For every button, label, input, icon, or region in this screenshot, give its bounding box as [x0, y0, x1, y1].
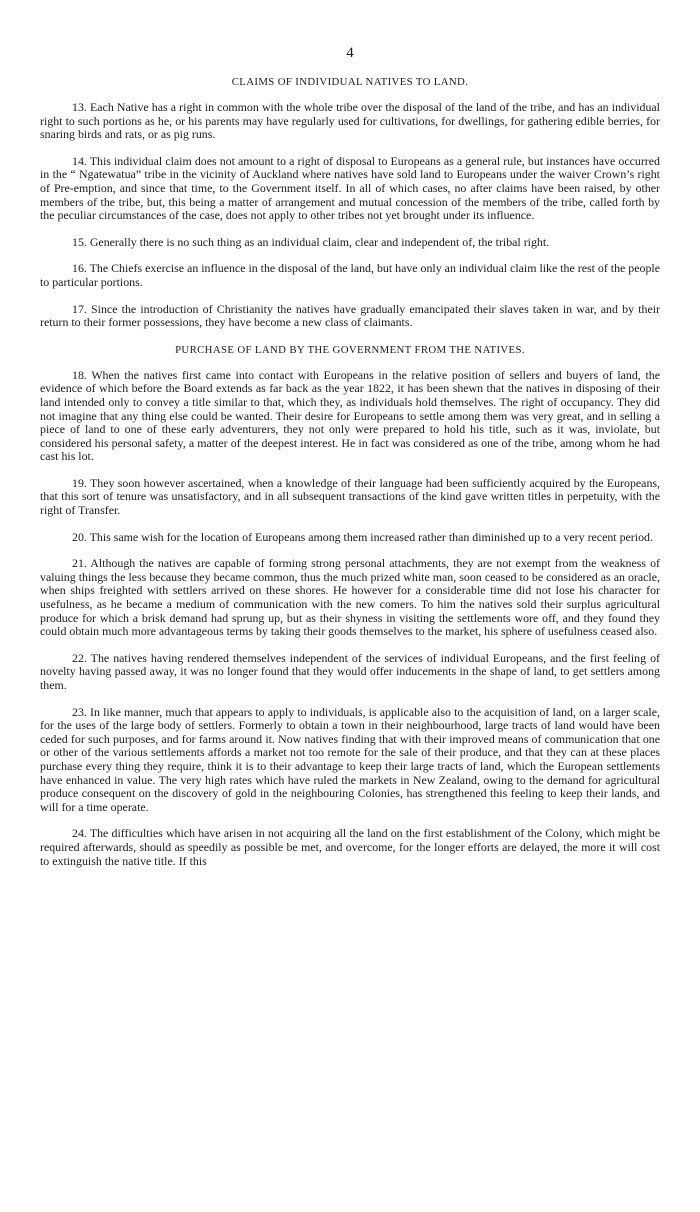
paragraph-20: 20. This same wish for the location of Europeans among them increased rather than diminished up to a very recent period. [72, 529, 653, 544]
section-claims-of-individual-natives [40, 75, 660, 330]
paragraph-21: 21. Although the natives are capable of forming strong personal attachments, they are not exempt from the weakness of valuing things the less because they became common, thus the much prized white man, soon ceased to be considered as an oracle, when ships freighted with settlers arrived on these shores. He however for a considerable time did not lose his character for usefulness, as he became a medium of communication with the new comers. To him the natives sold their surplus agricultural produce for which a brisk demand had sprung up, but as their shyness in visiting the settlements wore off, and they found they could obtain much more advantageous terms by taking their goods themselves to the market, his sphere of usefulness ceased also. [40, 556, 660, 639]
paragraph-17: 17. Since the introduction of Christianity the natives have gradually emancipated their slaves taken in war, and by their return to their former possessions, they have become a new class of claimants. [40, 301, 660, 330]
paragraph-15: 15. Generally there is no such thing as an individual claim, clear and independent of, the tribal right. [72, 234, 550, 249]
paragraph-16: 16. The Chiefs exercise an influence in the disposal of the land, but have only an individual claim like the rest of the people to particular portions. [40, 261, 660, 289]
section-purchase-of-land [40, 343, 660, 868]
paragraph-24: 24. The difficulties which have arisen in not acquiring all the land on the first establishment of the Colony, which might be required afterwards, should as speedily as possible be met, and overcome, for the longer efforts are delayed, the more it will cost to extinguish the native title. If this [40, 826, 660, 868]
page-number: 4 [346, 45, 354, 61]
paragraph-14: 14. This individual claim does not amount to a right of disposal to Europeans as a general rule, but instances have occurred in the “ Ngatewatua” tribe in the vicinity of Auckland where natives have sold land to Europeans under the waiver Crown’s right of Pre-emption, and since that time, to the Government itself. In all of which cases, no after claims have been raised, by other members of the tribe, but, this being a matter of arrangement and mutual concession of the members of the tribe, called forth by the peculiar circumstances of the case, does not apply to other tribes not yet brought under its influence. [40, 153, 660, 223]
paragraph-23: 23. In like manner, much that appears to apply to individuals, is applicable also to the acquisition of land, on a larger scale, for the uses of the large body of settlers. Formerly to obtain a town in their neighbourhood, large tracts of land would have been ceded for such purposes, and for farms around it. Now natives finding that with their improved means of communication that one or other of the various settlements affords a market not too remote for the sale of their produce, and that they can at these places purchase every thing they require, think it is to their advantage to keep their large tracts of land, which the European settlements have enhanced in value. The very high rates which have ruled the markets in New Zealand, owing to the demand for agricultural produce consequent on the discovery of gold in the neighbouring Colonies, has strengthened this feeling to keep their lands, and will for a time operate. [40, 704, 660, 814]
paragraph-18: 18. When the natives first came into contact with Europeans in the relative position of sellers and buyers of land, the evidence of which before the Board extends as far back as the year 1822, it has been shewn that the natives in disposing of their land intended only to convey a title similar to that, which they, as individuals hold themselves. The right of occupancy. They did not imagine that any thing else could be wanted. Their desire for Europeans to settle among them was very great, and in selling a piece of land to one of these early adventurers, they not only were prepared to hold his title, such as it was, inviolate, but considered his personal safety, a matter of the deepest interest. He in fact was considered as one of the tribe, among whom he had cast his lot. [40, 367, 660, 464]
paragraph-22: 22. The natives having rendered themselves independent of the services of individual Europeans, and the first feeling of novelty having passed away, it was no longer found that they would offer inducements in the shape of land, to get settlers among them. [40, 650, 660, 692]
paragraph-13: 13. Each Native has a right in common with the whole tribe over the disposal of the land of the tribe, and has an individual right to such portions as he, or his parents may have regularly used for cultivations, for dwellings, for gathering edible berries, for snaring birds and rats, or as pig runs. [40, 100, 660, 142]
section-heading: CLAIMS OF INDIVIDUAL NATIVES TO LAND. [231, 76, 469, 88]
section-heading: PURCHASE OF LAND BY THE GOVERNMENT FROM THE NATIVES. [175, 343, 525, 356]
paragraph-19: 19. They soon however ascertained, when a knowledge of their language had been sufficiently acquired by the Europeans, that this sort of tenure was unsatisfactory, and in all subsequent transactions of the kind gave written titles in perpetuity, with the right of Transfer. [40, 475, 660, 518]
